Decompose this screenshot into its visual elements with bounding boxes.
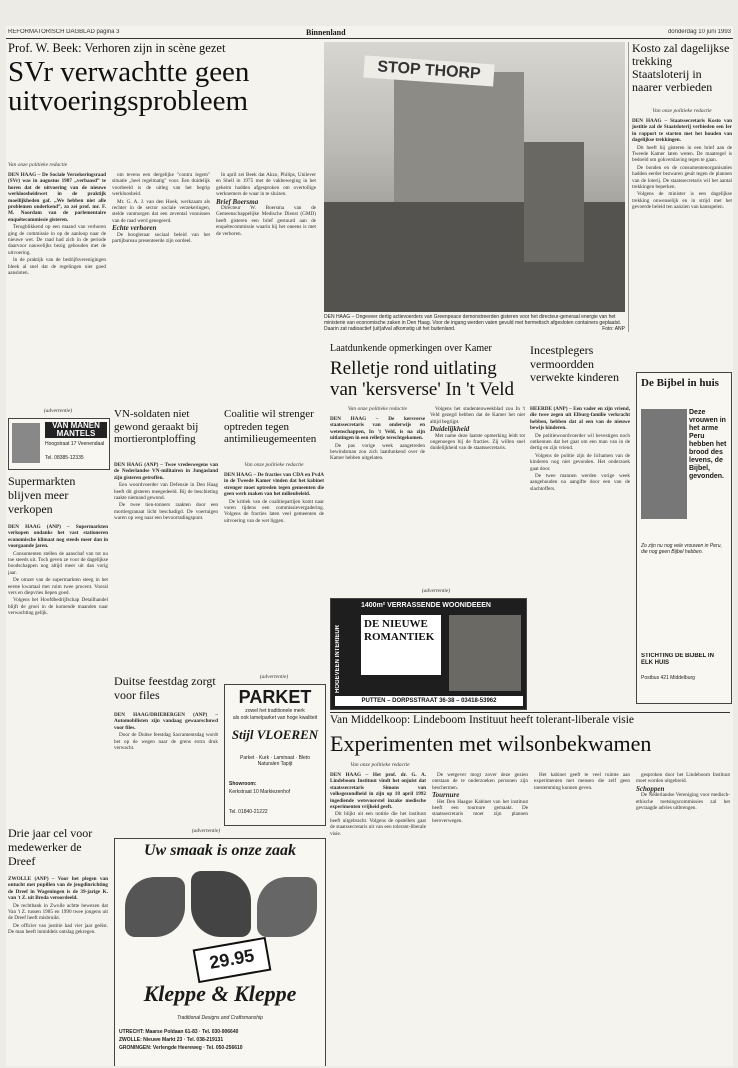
drie-lead: ZWOLLE (ANP) – Voor het plegen van ontucht met pupillen van de jeugdinrichting de Dreef in Wageningen is de 39-jarige K. van 't Z. uit Breda veroordeeld. (8, 876, 108, 902)
schoen-ad-price: 29.95 (193, 937, 272, 983)
schoen-ad-shoe-3 (257, 877, 317, 937)
main-column-3: In april zei Beek dat Akzo, Philips, Unilever en Shell in 1975 met de vakbeweging in het geheim hadden afgesproken om overtollige werknemers de waar in te sluizen. Brief Boersma Directeur W. Boersma van de Gemeenschappelijke Medische Dienst (GMD) heeft gisteren een brief gestuurd aan de enquêtecommissie waarin hij het oneens is met de verhoren. (216, 172, 316, 237)
romantiek-ad-title: DE NIEUWE ROMANTIEK (361, 615, 441, 675)
vn-body: DEN HAAG (ANP) – Twee vredeswegens van de Nederlandse VN-militairen in Jungasland zijn gisteren getroffen. Een woordvoerder van Defensie in Den Haag heeft dit gisteren meegedeeld. Bij de beschieting raakte niemand gewond. De twee tien-tonners raakten door een mortiergranaat licht beschadigd. De voertuigen waren op weg naar een bevoorradingspunt. (114, 462, 218, 522)
photo-credit: Foto: ANP (602, 326, 625, 332)
lindeboom-column-2: De wetgever mogt zover deze gezien ontstaan de te onderzoeken personen zijn beschermen. Tournure Het Den Haagse Kabinet van het instituut heeft een tournure gemaakt. De staatssecretaris moet zijn plannen heroverwegen. (432, 772, 528, 824)
photo-figure (524, 142, 584, 262)
parket-ad-address: Kerkstraat 10 Markiezenhof (229, 789, 291, 795)
kosto-byline: Van onze politieke redactie (652, 108, 712, 114)
coalitie-byline: Van onze politieke redactie (244, 462, 304, 468)
duitse-headline: Duitse feestdag zorgt voor files (114, 674, 216, 702)
parket-ad-brand: Stijl VLOEREN (231, 727, 319, 742)
main-column-1: DEN HAAG – De Sociale Verzekeringsraad (SVr) was in augustus 1987 „verbaasd” te horen dat de uitvoering van de nieuwe werkloosheidswet in de praktijk moeilijkheden gaf. „We hebben niet alle problemen onderkend”, zo zei prof. mr. F. M. Noordam van de parlementaire enquêtecommissie gisteren. Terugblikkend op een maand van verhoren ging de commissie in op de aanloop naar de nieuwe wet. De raad had zich in de periode daarvoor nauwelijks bezig gehouden met de uitvoering. In de praktijk van de bedrijfsverenigingen bleek al snel dat de regelingen niet goed aansloten. (8, 172, 106, 277)
mantels-ad-title: VAN MANEN MANTELS (45, 422, 107, 438)
parket-ad-phone: Tel. 01840-21222 (229, 809, 268, 815)
main-column-2: om tevens een dergelijke "contra legem" situatie „heel regelmatig" voor. Een duidelijk voorbeeld is de uitleg van het begrip werkloosheid. Mr. G. A. J. van den Hoek, werkzaam als rechter in de sector sociale verzekeringen, stelde vanmorgen dat een zevental vonnissen van de raad werd genegeerd. Echte verhoren De hoogleraar sociaal beleid van het partijbureau presenteerde zijn oordeel. (112, 172, 210, 245)
bijbel-ad-address: Postbus 421 Middelburg (641, 675, 695, 681)
main-subhead-1: Echte verhoren (112, 224, 157, 233)
incest-headline: Incestplegers vermoordden verwekte kinderen (530, 344, 619, 384)
bijbel-ad-title: De Bijbel in huis (641, 377, 719, 389)
romantiek-ad-side: HOGEVEEN INTERIEUR (335, 624, 341, 693)
lindeboom-column-4: gesproken door het Lindeboom Instituut moet worden uitgebreid. Schoppen De Nederlandse Vereniging voor medisch-ethische toetsingscommissies zal het gevraagde advies uitbrengen. (636, 772, 730, 812)
bijbel-ad-small: Zo zijn nu nog vele vrouwen in Peru, die nog geen Bijbel hebben. (641, 543, 722, 555)
bijbel-ad (636, 372, 732, 704)
section-title: Binnenland (306, 28, 346, 37)
mantels-ad-label: (advertentie) (43, 408, 73, 414)
coalitie-body: DEN HAAG – De fracties van CDA en PvdA in de Tweede Kamer vinden dat het kabinet strenger moet optreden tegen gemeenten die geen werk maken van het milieubeleid. De kritiek van de coalitiepartijen komt naar voren tijdens een commissievergadering. Volgens de fracties laten veel gemeenten de uitvoering van de wet liggen. (224, 472, 324, 524)
greenpeace-photo (324, 42, 625, 312)
mantels-ad-phone: Tel. 08385-12335 (45, 455, 84, 461)
lindeboom-subhead-1: Tournure (432, 791, 460, 800)
lindeboom-byline: Van onze politieke redactie (350, 762, 410, 768)
romantiek-ad-footer: PUTTEN – DORPSSTRAAT 36-38 – 03418-53962 (335, 696, 523, 706)
photo-building (394, 72, 524, 222)
lindeboom-headline: Experimenten met wilsonbekwamen (330, 731, 652, 756)
schoen-ad-subtitle: Traditional Designs and Craftsmanship (177, 1015, 263, 1021)
main-byline: Van onze politieke redactie (8, 162, 68, 168)
lindeboom-column-3: Het kabinet geeft te veel ruimte aan experimenten met mensen die zelf geen toestemming kunnen geven. (534, 772, 630, 791)
newspaper-page (6, 26, 733, 1066)
schoen-ad-address-3: GRONINGEN: Verlengde Heereweg · Tel. 050-256610 (119, 1045, 243, 1051)
lindeboom-column-1: DEN HAAG – Het prof. dr. G. A. Lindeboom Instituut vindt het onjuist dat staatssecretaris Simons van volksgezondheid in zijn op 18 april 1992 ingediende wetsvoorstel inzake medische experimenten vrijheid geeft. Dit blijkt uit een notitie die het instituut heeft uitgebracht. Volgens de opstellers gaat de staatssecretaris uit van een tolerant-liberale visie. (330, 772, 426, 837)
relletje-kicker: Laatdunkende opmerkingen over Kamer (330, 344, 492, 354)
kosto-headline: Kosto zal dagelijkse trekking Staatsloterij in naarer verbieden (632, 42, 730, 94)
relletje-headline: Relletje rond uitlating van 'kersverse' In 't Veld (330, 358, 515, 400)
schoen-ad-title: Uw smaak is onze zaak (143, 842, 297, 859)
supermarkt-lead: DEN HAAG (ANP) – Supermarkten verkopen ondanks het vast stationeren economische klimaat nog steeds meer dan in voorgaande jaren. (8, 524, 108, 550)
header-rule (6, 38, 733, 39)
incest-body: HEERDE (ANP) – Een vader en zijn vriend, die twee zegen uit Elburg-familie verkracht hebben, hebben dat al een van de nieuwe bewijs kinderen. De politiewoordvoerder wil bevestigen noch ontkennen dat het gaat om een man van in de dertig en zijn vriend. Volgens de politie zijn de lichamen van de kinderen nog niet gevonden. Het onderzoek gaat door. De twee mannen werden vorige week aangehouden na aangifte door een van de slachtoffers. (530, 406, 630, 492)
parket-ad-showroom: Showroom: (229, 781, 257, 787)
incest-lead: HEERDE (ANP) – Een vader en zijn vriend, die twee zegen uit Elburg-familie verkracht hebben, hebben dat al een van de nieuwe bewijs kinderen. (530, 406, 630, 432)
schoen-ad (114, 838, 326, 1066)
vn-headline: VN-soldaten niet gewond geraakt bij mortierontploffing (114, 408, 199, 445)
parket-ad-line1: zowel het traditionele merk (245, 708, 305, 714)
schoen-ad-address-2: ZWOLLE: Nieuwe Markt 23 · Tel. 038-219131 (119, 1037, 224, 1043)
photo-banner: STOP THORP (363, 55, 494, 86)
header-left: REFORMATORISCH DAGBLAD pagina 3 (8, 29, 120, 35)
kosto-divider (628, 42, 629, 332)
bijbel-ad-text: Deze vrouwen in het arme Peru hebben het brood des levens, de Bijbel, gevonden. (689, 409, 727, 480)
mantels-ad-figure (12, 423, 40, 463)
mantels-ad-address: Hoogstraat 17 Veenendaal (45, 441, 105, 447)
relletje-subhead: Duidelijkheid (430, 425, 470, 434)
romantiek-ad-top: 1400m² VERRASSENDE WOONIDEEËN (361, 602, 491, 609)
schoen-ad-brand: Kleppe & Kleppe (143, 981, 297, 1006)
schoen-ad-address-1: UTRECHT: Maarse Poldaan 61-83 · Tel. 030-906640 (119, 1029, 239, 1035)
relletje-column-2: Volgens het studentenweekblad zou In 't Veld gezegd hebben dat de Kamer het niet altijd begrijpt. Duidelijkheid Met name deze laatste opmerking leidt tot ongenoegen bij de fracties. Zij willen snel duidelijkheid van de staatssecretaris. (430, 406, 525, 452)
lindeboom-rule (330, 712, 730, 713)
duitse-lead: DEN HAAG/DRIEBERGEN (ANP) – Automobilisten zijn vandaag gewaarschuwd voor files. (114, 712, 218, 731)
duitse-body: DEN HAAG/DRIEBERGEN (ANP) – Automobilisten zijn vandaag gewaarschuwd voor files. Door de Duitse feestdag Sacramentsdag wordt het op de wegen naar de grens extra druk verwacht. (114, 712, 218, 752)
kosto-body: DEN HAAG – Staatssecretaris Kosto van justitie zal de Staatsloterij verbieden een Ier in rapport te starten met het houden van dagelijkse trekkingen. Dit heeft hij gisteren in een brief aan de Tweede Kamer laten weten. De maatregel is bedoeld om gokverslaving tegen te gaan. De bonden en de consumentenorganisaties hadden eerder bezwaren geuit tegen de plannen van de loterij. De staatssecretaris wil het aantal trekkingen beperken. Volgens de minister is een dagelijkse trekking onwenselijk en in strijd met het gevoerde beleid ten aanzien van kansspelen. (632, 118, 732, 211)
main-subhead-2: Brief Boersma (216, 197, 259, 206)
romantiek-ad (330, 598, 527, 710)
main-kicker: Prof. W. Beek: Verhoren zijn in scène gezet (8, 42, 226, 55)
romantiek-ad-photo (449, 615, 521, 691)
lindeboom-subhead-2: Schoppen (636, 784, 665, 793)
bijbel-ad-photo (641, 409, 687, 519)
relletje-column-1: DEN HAAG – De kersverse staatssecretaris van onderwijs en wetenschappen, In 't Veld, is na zijn uitlatingen in een relletje terechtgekomen. De pas vorige week aangetreden bewindsman zou zich laatdunkend over de Kamer hebben uitgelaten. (330, 416, 425, 462)
parket-ad-title: PARKET (238, 687, 312, 707)
kosto-lead: DEN HAAG – Staatssecretaris Kosto van justitie zal de Staatsloterij verbieden een Ier in rapport te starten met het houden van dagelijkse trekkingen. (632, 118, 732, 144)
parket-ad-label: (advertentie) (259, 674, 289, 680)
parket-ad-products: Parket · Kurk · Laminaat · Bleto Naturalen Tapijt (239, 755, 311, 767)
relletje-byline: Van onze politieke redactie (347, 406, 408, 412)
parket-ad (224, 684, 326, 826)
photo-caption-text: DEN HAAG – Ongeveer dertig actievoerders van Greenpeace demonstreerden gisteren voor het directeur-generaal energie van het ministerie van economische zaken in Den Haag. Voor de ingang werden vaten gevuld met hermetisch afgesloten containers geplaatst. Daarin zat radioactief (uit)afval afkomstig uit het buitenland. (324, 314, 622, 332)
coalitie-headline: Coalitie wil strenger optreden tegen antimilieugemeenten (224, 408, 317, 445)
vn-lead: DEN HAAG (ANP) – Twee vredeswegens van de Nederlandse VN-militairen in Jungasland zijn gisteren getroffen. (114, 462, 218, 481)
romantiek-ad-label: (advertentie) (421, 588, 451, 594)
schoen-ad-shoe-1 (125, 877, 185, 937)
main-headline: SVr verwachtte geen uitvoeringsprobleem (8, 58, 250, 117)
schoen-ad-label: (advertentie) (191, 828, 221, 834)
mantels-ad (8, 418, 110, 470)
header-date: donderdag 10 juni 1993 (667, 29, 731, 35)
lindeboom-kicker: Van Middelkoop: Lindeboom Instituut heeft tolerant-liberale visie (330, 715, 635, 726)
bijbel-ad-org: STICHTING DE BIJBEL IN ELK HUIS (641, 653, 714, 666)
drie-body: ZWOLLE (ANP) – Voor het plegen van ontucht met pupillen van de jeugdinrichting de Dreef in Wageningen is de 39-jarige K. van 't Z. uit Breda veroordeeld. De rechtbank in Zwolle achtte bewezen dat Van 't Z. tussen 1985 en 1990 twee jongens uit de Dreef heeft misbruikt. De officier van justitie had vier jaar geëist. De man heeft inmiddels ontslag gekregen. (8, 876, 108, 936)
main-lead: DEN HAAG – De Sociale Verzekeringsraad (SVr) was in augustus 1987 „verbaasd” te horen dat de uitvoering van de nieuwe werkloosheidswet in de praktijk moeilijkheden gaf. „We hebben niet alle problemen onderkend”, zo zei prof. mr. F. M. Noordam van de parlementaire enquêtecommissie gisteren. (8, 172, 106, 223)
drie-headline: Drie jaar cel voor medewerker de Dreef (8, 826, 93, 868)
supermarkt-headline: Supermarkten blijven meer verkopen (8, 474, 76, 516)
supermarkt-body: DEN HAAG (ANP) – Supermarkten verkopen ondanks het vast stationeren economische klimaat nog steeds meer dan in voorgaande jaren. Consumenten stellen de aanschaf van tot nu toe steeds uit. Toch geven ze voor de dagelijkse boodschappen nog altijd meer uit dan vorig jaar. De omzet van de supermarkten steeg in het eerste kwartaal met ruim twee procent. Vooral vers en diepvries liepen goed. Volgens het Hoofdbedrijfschap Detailhandel blijft de groei in de komende maanden naar verwachting gelijk. (8, 524, 108, 617)
schoen-ad-shoe-2 (191, 871, 251, 937)
lindeboom-lead: DEN HAAG – Het prof. dr. G. A. Lindeboom Instituut vindt het onjuist dat staatssecretaris Simons van volksgezondheid in zijn op 18 april 1992 ingediende wetsvoorstel inzake medische experimenten vrijheid geeft. (330, 772, 426, 811)
photo-caption (324, 314, 625, 338)
parket-ad-line2: als ook lamelparket van hoge kwaliteit (232, 715, 318, 721)
